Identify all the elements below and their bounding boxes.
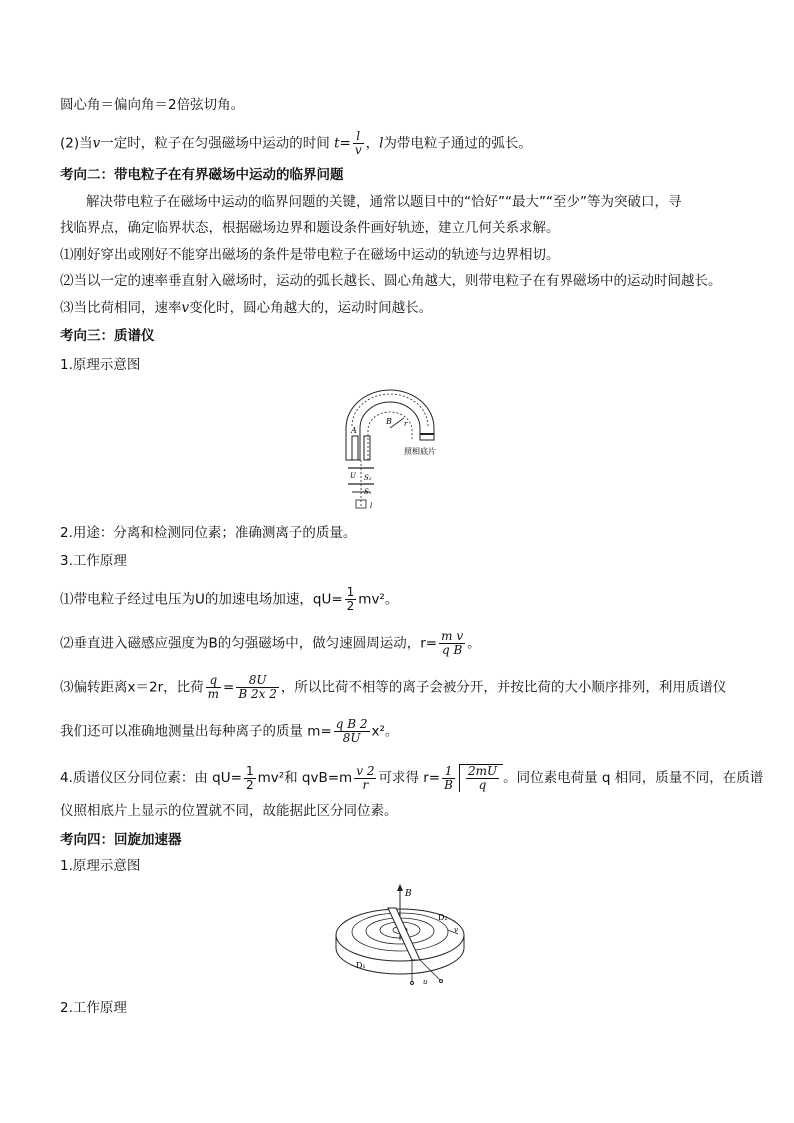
mass-spectrometer-diagram	[338, 388, 478, 516]
label-r: r	[404, 420, 408, 428]
fraction: $\frac{1}{2}$	[245, 763, 254, 792]
formula-line: ⑵垂直进入磁感应强度为B的匀强磁场中，做匀速圆周运动，r= $\frac{\text{m v}}{\text{q B}}$ 。	[60, 629, 481, 657]
label-B: B	[405, 889, 412, 899]
paragraph-line: 找临界点，确定临界状态，根据磁场边界和题设条件画好轨迹，建立几何关系求解。	[60, 220, 560, 236]
fraction: $\frac{1}{B}$	[444, 763, 453, 792]
section-heading: 考向四：回旋加速器	[60, 832, 182, 848]
fraction: $\frac{\text{m v}}{\text{q B}}$	[441, 629, 464, 657]
formula-line: 4.质谱仪区分同位素：由 qU= $\frac{1}{2}$ mv²和 qvB=m $\frac{v 2}{r}$ 可求得 r= $\frac{1}{B}$ $\frac{2mU}{q}$ 。同位素电荷量 q 相同，质量不同，在质谱	[60, 763, 764, 792]
fraction: $\frac{q}{m}$	[207, 673, 220, 701]
label-l: l	[370, 502, 373, 510]
fraction: $\frac{2mU}{q}$	[467, 764, 498, 792]
fraction: $\frac{8U}{B 2x 2}$	[238, 673, 277, 701]
fraction: $\frac{v 2}{r}$	[356, 763, 375, 792]
text-line: (2)当v一定时，粒子在匀强磁场中运动的时间 t= $\frac{l}{v}$ ，l为带电粒子通过的弧长。	[60, 129, 532, 157]
label-A: A	[351, 426, 357, 435]
square-root	[459, 764, 503, 792]
subheading: 3.工作原理	[60, 553, 127, 569]
text-line: 圆心角＝偏向角＝2倍弦切角。	[60, 97, 245, 113]
formula-line: ⑶偏转距离x＝2r，比荷 $\frac{q}{m}$ = $\frac{8U}{B 2x 2}$ ，所以比荷不相等的离子会被分开，并按比荷的大小顺序排列，利用质谱仪	[60, 673, 727, 701]
paragraph-line: 解决带电粒子在磁场中运动的临界问题的关键，通常以题目中的“恰好”“最大”“至少”等为突破口，寻	[86, 194, 682, 210]
label-D2: D₂	[438, 913, 448, 922]
list-item: ⑶当比荷相同，速率v变化时，圆心角越大的，运动时间越长。	[60, 300, 433, 316]
fraction: $\frac{\text{q B 2}}{8U}$	[335, 717, 368, 745]
section-heading: 考向二：带电粒子在有界磁场中运动的临界问题	[60, 167, 344, 183]
fraction: $\frac{l}{v}$	[354, 129, 362, 157]
subheading: 1.原理示意图	[60, 357, 141, 373]
label-S2: S₂	[364, 474, 372, 482]
label-u: u	[423, 978, 428, 986]
text-line: 仪照相底片上显示的位置就不同，故能据此区分同位素。	[60, 803, 398, 819]
subheading: 1.原理示意图	[60, 858, 141, 874]
subheading: 2.工作原理	[60, 1000, 127, 1016]
list-item: ⑵当以一定的速率垂直射入磁场时，运动的弧长越长、圆心角越大，则带电粒子在有界磁场中的运动时间越长。	[60, 273, 722, 289]
label-D1: D₁	[356, 961, 366, 970]
cyclotron-diagram	[330, 880, 470, 990]
formula-line: 我们还可以准确地测量出每种离子的质量 m= $\frac{\text{q B 2}}{8U}$ x²。	[60, 717, 399, 745]
label-v: v	[454, 926, 458, 934]
label-U: U	[350, 472, 356, 480]
list-item: ⑴刚好穿出或刚好不能穿出磁场的条件是带电粒子在磁场中运动的轨迹与边界相切。	[60, 247, 560, 263]
formula-line: ⑴带电粒子经过电压为U的加速电场加速，qU= $\frac{1}{2}$ mv²。	[60, 585, 399, 613]
section-heading: 考向三：质谱仪	[60, 328, 155, 344]
label-film: 照相底片	[404, 447, 436, 456]
label-B: B	[386, 417, 392, 426]
fraction: $\frac{1}{2}$	[346, 585, 355, 613]
label-S1: S₁	[364, 488, 372, 496]
text-line: 2.用途：分离和检测同位素；准确测离子的质量。	[60, 525, 357, 541]
